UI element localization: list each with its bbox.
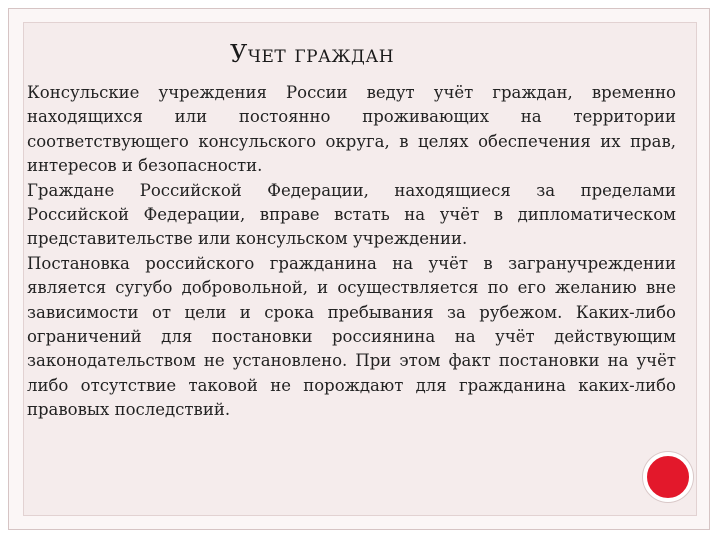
paragraph-registration-intro: Консульские учреждения России ведут учёт граждан, временно находящихся или постоянно проживающих на территории соответствующего консульского округа, в целях обеспечения их прав, интересов и безопасности. xyxy=(27,83,676,176)
slide-body xyxy=(27,81,676,423)
paragraph-registration-right: Граждане Российской Федерации, находящиеся за пределами Российской Федерации, вправе встать на учёт в дипломатическом представительстве или консульском учреждении. xyxy=(27,180,676,249)
paragraph-registration-voluntary: Постановка российского гражданина на учёт в загранучреждении является сугубо добровольной, и осуществляется по его желанию вне зависимости от цели и срока пребывания за рубежом. Каких-либо ограничений для постановки россиянина на учёт действующим законодательством не установлено. При этом факт постановки на учёт либо отсутствие таковой не порождают для гражданина каких-либо правовых последствий. xyxy=(27,253,676,420)
slide-title: Учет граждан xyxy=(230,40,395,68)
decorative-circle xyxy=(643,452,693,502)
